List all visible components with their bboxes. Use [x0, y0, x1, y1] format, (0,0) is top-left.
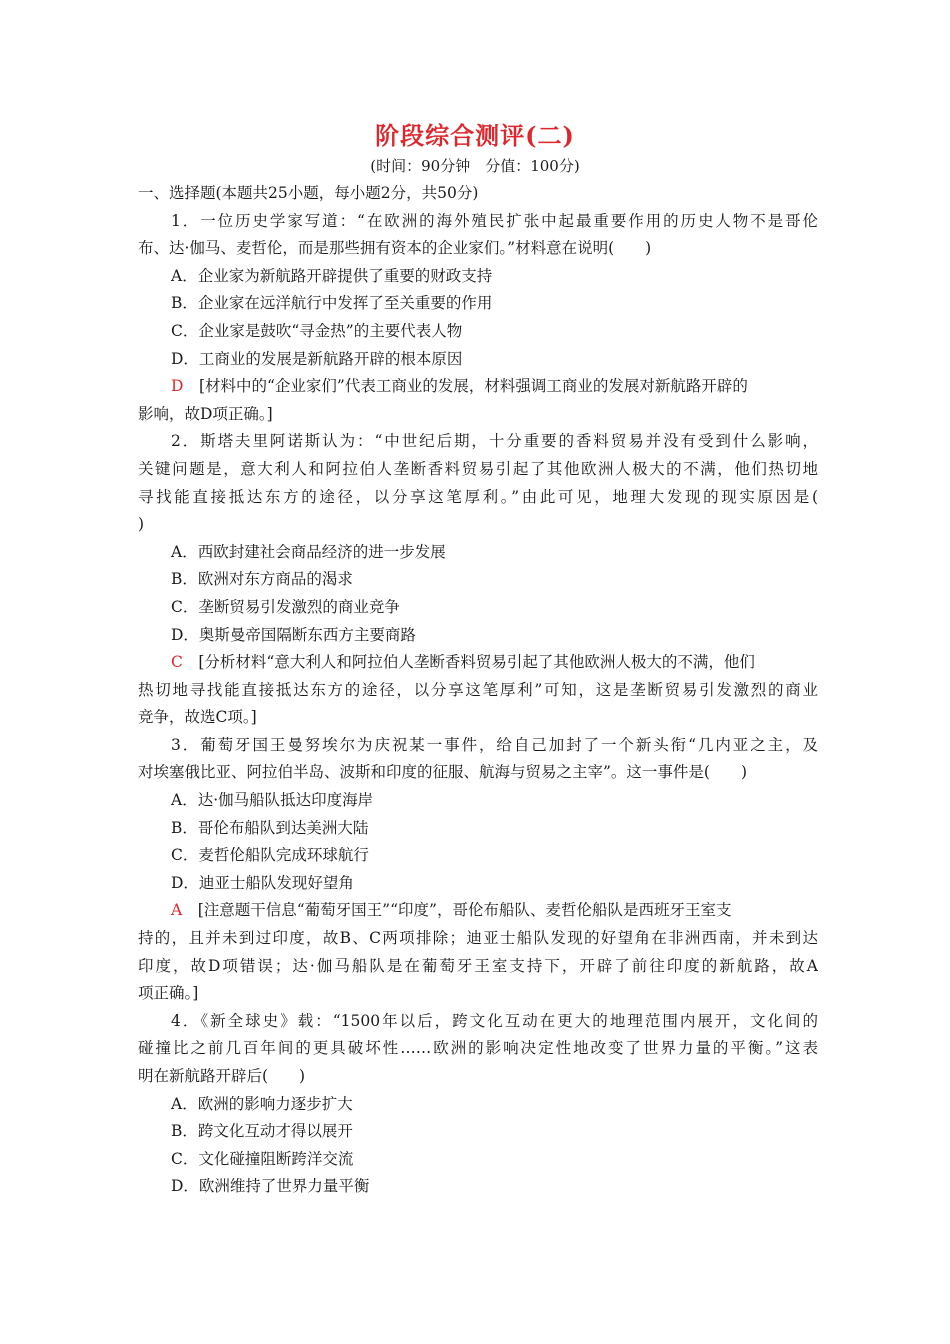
option-b: B．欧洲对东方商品的渴求	[171, 570, 353, 589]
question-stem-line: 3．葡萄牙国王曼努埃尔为庆祝某一事件，给自己加封了一个新头衔“几内亚之主，及	[171, 735, 818, 754]
option-a: A．西欧封建社会商品经济的进一步发展	[171, 542, 446, 561]
option-d: D．迪亚士船队发现好望角	[171, 873, 354, 892]
explanation-line: 项正确。]	[138, 984, 199, 1003]
question-4	[138, 1008, 818, 1201]
page-title: 阶段综合测评(二)	[375, 121, 575, 150]
document-body	[138, 180, 818, 1201]
question-stem-line: )	[138, 515, 145, 534]
question-2	[138, 428, 818, 732]
option-b: B．企业家在远洋航行中发挥了至关重要的作用	[171, 294, 493, 313]
question-1	[138, 208, 818, 429]
answer-letter: A	[171, 901, 183, 920]
option-d: D．奥斯曼帝国隔断东西方主要商路	[171, 625, 416, 644]
answer-letter: C	[171, 653, 183, 672]
explanation-text: [注意题干信息“葡萄牙国王”“印度”，哥伦布船队、麦哲伦船队是西班牙王室支	[182, 901, 732, 920]
explanation-text: [材料中的“企业家们”代表工商业的发展，材料强调工商业的发展对新航路开辟的	[183, 377, 748, 396]
question-stem-line: 明在新航路开辟后( )	[138, 1067, 306, 1085]
option-a: A．企业家为新航路开辟提供了重要的财政支持	[171, 266, 493, 285]
option-c: C．文化碰撞阻断跨洋交流	[171, 1149, 354, 1168]
explanation-line: 持的，且并未到过印度，故B、C两项排除；迪亚士船队发现的好望角在非洲西南，并未到达	[138, 929, 818, 948]
option-d: D．工商业的发展是新航路开辟的根本原因	[171, 349, 463, 368]
option-c: C．垄断贸易引发激烈的商业竞争	[171, 597, 400, 616]
option-a: A．达·伽马船队抵达印度海岸	[171, 791, 374, 810]
explanation-text: [分析材料“意大利人和阿拉伯人垄断香料贸易引起了其他欧洲人极大的不满，他们	[182, 653, 755, 672]
exam-time-score: (时间：90分钟 分值：100分)	[370, 157, 580, 175]
explanation-line: 热切地寻找能直接抵达东方的途径，以分享这笔厚利”可知，这是垄断贸易引发激烈的商业	[138, 680, 818, 699]
answer-explanation	[138, 897, 818, 925]
option-b: B．跨文化互动才得以展开	[171, 1122, 353, 1141]
answer-letter: D	[171, 377, 184, 396]
answer-explanation	[138, 373, 818, 401]
option-a: A．欧洲的影响力逐步扩大	[171, 1094, 353, 1113]
question-stem-line: 2．斯塔夫里阿诺斯认为：“中世纪后期，十分重要的香料贸易并没有受到什么影响，	[171, 432, 818, 451]
question-3	[138, 732, 818, 1008]
option-d: D．欧洲维持了世界力量平衡	[171, 1177, 370, 1196]
question-stem-line: 布、达·伽马、麦哲伦，而是那些拥有资本的企业家们。”材料意在说明( )	[138, 239, 652, 258]
option-c: C．企业家是鼓吹“寻金热”的主要代表人物	[171, 321, 463, 340]
answer-explanation	[138, 649, 818, 677]
question-stem-line: 对埃塞俄比亚、阿拉伯半岛、波斯和印度的征服、航海与贸易之主宰”。这一事件是( )	[138, 763, 748, 782]
question-stem-line: 4．《新全球史》载：“1500年以后，跨文化互动在更大的地理范围内展开，文化间的	[171, 1011, 818, 1030]
option-b: B．哥伦布船队到达美洲大陆	[171, 818, 369, 837]
question-stem-line: 1．一位历史学家写道：“在欧洲的海外殖民扩张中起最重要作用的历史人物不是哥伦	[171, 211, 818, 230]
explanation-line: 影响，故D项正确。]	[138, 404, 273, 423]
explanation-line: 印度，故D项错误；达·伽马船队是在葡萄牙王室支持下，开辟了前往印度的新航路，故A	[138, 956, 818, 975]
question-stem-line: 碰撞比之前几百年间的更具破坏性……欧洲的影响决定性地改变了世界力量的平衡。”这表	[138, 1039, 818, 1058]
question-stem-line: 寻找能直接抵达东方的途径，以分享这笔厚利。”由此可见，地理大发现的现实原因是(	[138, 487, 818, 506]
option-c: C．麦哲伦船队完成环球航行	[171, 846, 369, 865]
section-heading: 一、选择题(本题共25小题，每小题2分，共50分)	[138, 184, 479, 202]
explanation-line: 竞争，故选C项。]	[138, 708, 257, 727]
question-stem-line: 关键问题是，意大利人和阿拉伯人垄断香料贸易引起了其他欧洲人极大的不满，他们热切地	[138, 459, 818, 478]
